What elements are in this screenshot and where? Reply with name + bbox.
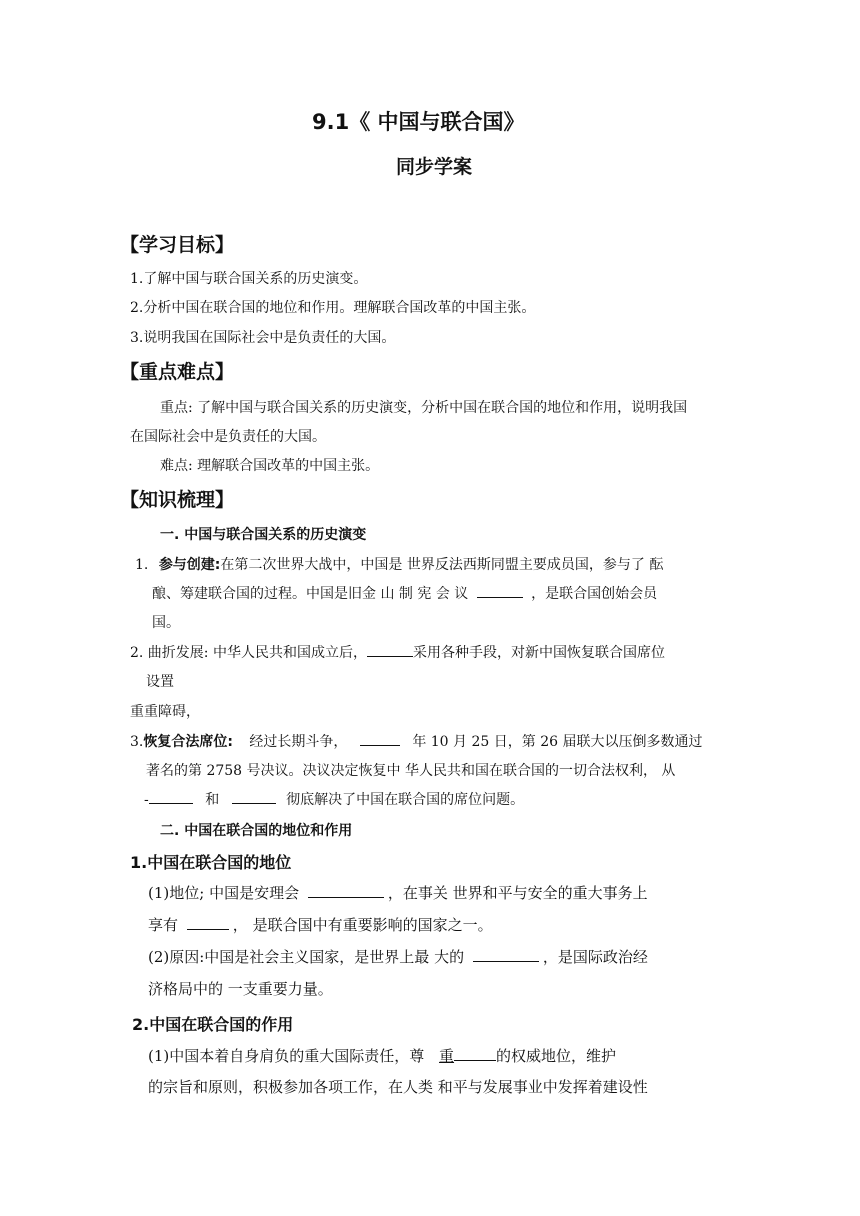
item-text: 彻底解决了中国在联合国的席位问题。 [286, 792, 525, 808]
goal-item: 3.说明我国在国际社会中是负责任的大国。 [130, 330, 396, 346]
goal-item: 2.分析中国在联合国的地位和作用。理解联合国改革的中国主张。 [130, 300, 536, 316]
item-text: ，在事关 世界和平与安全的重大事务上 [387, 884, 648, 902]
paragraph-line: 的宗旨和原则，积极参加各项工作，在人类 和平与发展事业中发挥着建设性 [148, 1078, 648, 1096]
fill-blank[interactable] [232, 789, 276, 804]
item-line [130, 642, 665, 662]
item-text: 的权威地位，维护 [496, 1047, 617, 1065]
item-text: ， 是联合国中有重要影响的国家之一。 [232, 916, 493, 934]
item-text: 酿、筹建联合国的过程。中国是旧金 山 制 宪 会 议 [152, 586, 469, 602]
item-number: 1. [135, 557, 149, 573]
item-text: - [144, 792, 149, 808]
difficult-point-line: 难点: 理解联合国改革的中国主张。 [160, 458, 380, 474]
fill-blank[interactable] [149, 789, 193, 804]
goals-heading: 【学习目标】 [120, 234, 235, 256]
paragraph-line [148, 946, 648, 967]
item-text: 重 [439, 1047, 455, 1065]
fill-blank[interactable] [473, 947, 539, 962]
item-text: 在第二次世界大战中，中国是 世界反法西斯同盟主要成员国，参与了 酝 [220, 557, 664, 573]
paragraph-line: 济格局中的 一支重要力量。 [148, 980, 333, 998]
item-text: ，是国际政治经 [542, 948, 648, 966]
item-text: ，是联合国创始会员 [531, 586, 658, 602]
subsection-heading: 1.中国在联合国的地位 [130, 853, 292, 872]
item-text: (1)地位; 中国是安理会 [148, 884, 300, 902]
page-title: 9.1《 中国与联合国》 [312, 110, 525, 134]
item-line [130, 731, 702, 751]
item-text: 设置 [146, 674, 174, 690]
key-point-line: 在国际社会中是负责任的大国。 [130, 429, 326, 445]
item-text: 经过长期斗争， [249, 734, 348, 750]
item-text: 采用各种手段，对新中国恢复联合国席位 [412, 645, 665, 661]
section-heading: 二. 中国在联合国的地位和作用 [160, 823, 353, 839]
item-text: 2. 曲折发展: 中华人民共和国成立后， [130, 645, 367, 661]
item-text: 和 [205, 792, 220, 808]
paragraph-line [148, 882, 648, 903]
paragraph-line [148, 914, 493, 935]
goal-item: 1.了解中国与联合国关系的历史演变。 [130, 271, 368, 287]
knowledge-heading: 【知识梳理】 [120, 489, 235, 511]
item-text: 年 10 月 25 日，第 26 届联大以压倒多数通过 [412, 734, 703, 750]
item-text: 享有 [148, 916, 179, 934]
item-line [144, 789, 524, 809]
item-text: 重重障碍， [130, 704, 200, 720]
item-text: 国。 [152, 615, 180, 631]
item-text: (2)原因:中国是社会主义国家，是世界上最 大的 [148, 948, 465, 966]
fill-blank[interactable] [308, 883, 384, 898]
item-line [152, 583, 657, 603]
subsection-heading: 2.中国在联合国的作用 [132, 1015, 294, 1034]
item-number: 3. [130, 734, 144, 750]
paragraph-line [148, 1045, 616, 1066]
item-text: 著名的第 2758 号决议。决议决定恢复中 华人民共和国在联合国的一切合法权利， 从 [146, 763, 676, 779]
fill-blank[interactable] [367, 642, 413, 657]
key-points-heading: 【重点难点】 [120, 361, 235, 383]
section-heading: 一. 中国与联合国关系的历史演变 [160, 527, 367, 543]
fill-blank[interactable] [477, 583, 523, 598]
item-line [135, 554, 663, 574]
item-text: (1)中国本着自身肩负的重大国际责任，尊 [148, 1047, 425, 1065]
page-subtitle: 同步学案 [396, 156, 473, 178]
item-label: 参与创建: [158, 557, 221, 573]
fill-blank[interactable] [360, 731, 400, 746]
fill-blank[interactable] [454, 1046, 496, 1061]
fill-blank[interactable] [187, 915, 229, 930]
key-point-line: 重点: 了解中国与联合国关系的历史演变，分析中国在联合国的地位和作用，说明我国 [160, 400, 688, 416]
item-label: 恢复合法席位: [143, 734, 233, 750]
